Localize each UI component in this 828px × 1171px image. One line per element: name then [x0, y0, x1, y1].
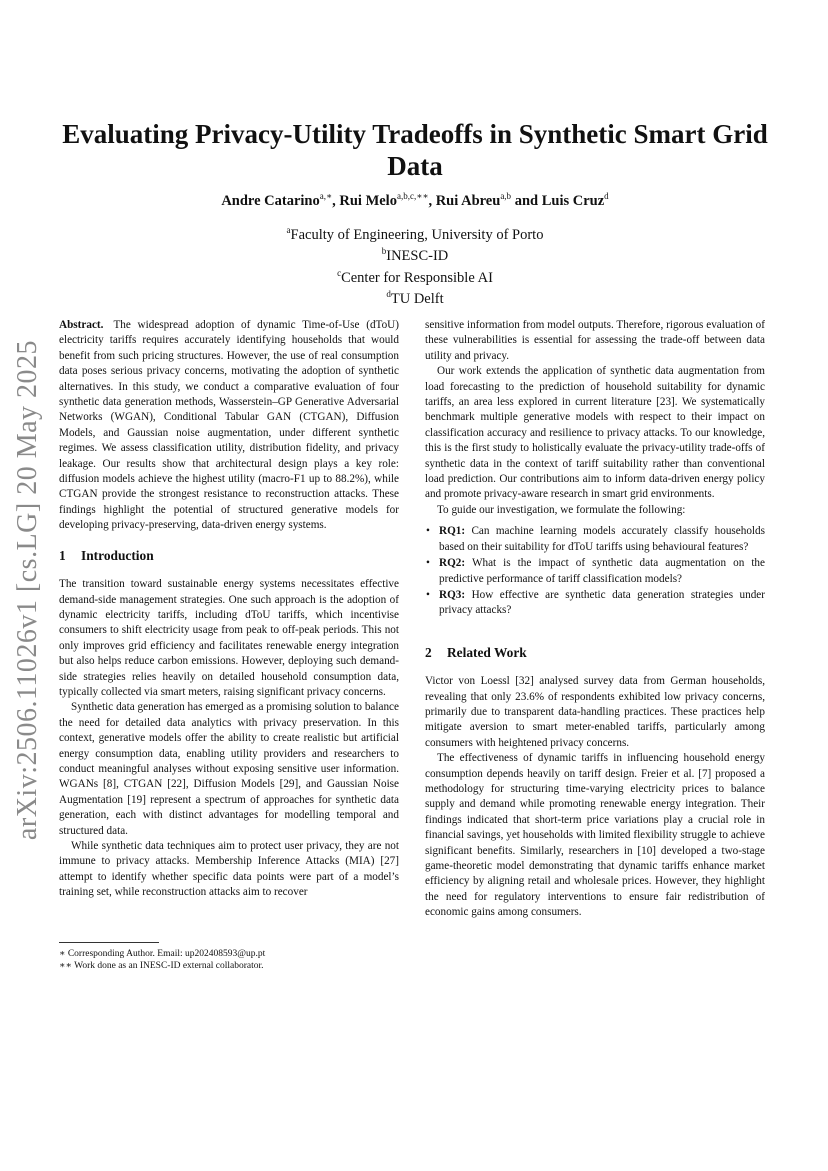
author-affil-marker: a,∗ — [319, 191, 333, 201]
list-item — [425, 524, 765, 555]
paragraph: sensitive information from model outputs. Therefore, rigorous evaluation of these vulnerabilities is essential for assessing the trade-off between data utility and privacy. — [425, 319, 765, 362]
left-column — [59, 318, 399, 901]
section-title: Related Work — [447, 644, 527, 660]
abstract-text: The widespread adoption of dynamic Time-of-Use (dToU) electricity tariffs requires accurately identifying households that would benefit from such pricing structures. However, the use of real consumption data poses serious privacy concerns, motivating the adoption of synthetic alternatives. In this study, we conduct a comparative evaluation of four synthetic data generation methods, Wasserstein–GP Generative Adversarial Networks (WGAN), Conditional Tabular GAN (CTGAN), Diffusion Models, and Gaussian noise augmentation, under different synthetic regimes. We assess classification utility, distribution fidelity, and privacy leakage. Our results show that architectural design plays a key role: diffusion models achieve the highest utility (macro-F1 up to 88.2%), while CTGAN provide the strongest resistance to reconstruction attacks. These findings highlight the potential of structured generative models for developing privacy-preserving, data-driven energy systems. — [59, 319, 399, 532]
paragraph: The effectiveness of dynamic tariffs in influencing household energy consumption depends heavily on tariff design. Freier et al. [7] proposed a methodology for structuring time-varying electricity prices to balance supply and demand while promoting renewable energy integration. Their findings indicated that short-term price variations play a crucial role in financial savings, yet households with limited flexibility struggle to achieve significant benefits. Similarly, researchers in [10] developed a two-stage game-theoretic model demonstrating that dynamic tariffs enhance market efficiency by aligning retail and wholesale prices. However, they highlight the need for regulatory interventions to ensure fair redistribution of economic gains among consumers. — [425, 752, 765, 919]
affiliation — [60, 243, 770, 264]
affiliation-marker: b — [381, 246, 387, 257]
author-name: Luis Cruz — [541, 192, 605, 209]
paragraph: Synthetic data generation has emerged as a promising solution to balance the need for detailed data analytics with privacy preservation. In this context, generative models offer the ability to create realistic but artificial energy consumption data, enabling utility providers and researchers to conduct meaningful analyses without exposing sensitive user information. WGANs [8], CTGAN [22], Diffusion Models [29], and Gaussian Noise Augmentation [19] represent a spectrum of approaches for synthetic data generation, each with distinct advantages for modelling temporal and structured data. — [59, 701, 399, 837]
section-number: 2 — [425, 644, 432, 660]
right-column — [425, 318, 765, 921]
affiliation-text: TU Delft — [390, 290, 444, 307]
footnote: ∗ Corresponding Author. Email: up202408593@up.pt — [59, 949, 266, 959]
research-questions-list — [425, 524, 765, 618]
bullet-icon: • — [426, 525, 430, 538]
author-name: Rui Melo — [339, 192, 397, 209]
rq-label: RQ1: — [439, 525, 466, 538]
bullet-icon: • — [426, 557, 430, 570]
rq-text: What is the impact of synthetic data augmentation on the predictive performance of tariff classification models? — [439, 557, 765, 585]
author-list — [60, 191, 770, 210]
footnote-rule — [59, 942, 159, 943]
section-heading-related-work — [425, 645, 765, 660]
author-name: Andre Catarino — [221, 192, 320, 209]
affiliation-marker: a — [286, 225, 291, 235]
footnote: ∗∗ Work done as an INESC-ID external collaborator. — [59, 961, 264, 971]
rq-label: RQ3: — [439, 588, 466, 601]
author-name: Rui Abreu — [435, 192, 501, 209]
footnotes — [59, 942, 399, 972]
affiliation — [60, 222, 770, 243]
rq-text: Can machine learning models accurately classify households based on their suitability for dToU tariffs using behavioural features? — [439, 525, 765, 553]
affiliation-marker: d — [386, 288, 391, 299]
affiliation — [60, 265, 770, 286]
paragraph: Victor von Loessl [32] analysed survey data from German households, revealing that only 23.6% of respondents exhibited low privacy concerns, primarily due to transparent data-handling practices. These practices help mitigate aversion to smart meter-enabled tariffs, particularly among consumers with heightened privacy concerns. — [425, 675, 765, 749]
paper-title: Evaluating Privacy-Utility Tradeoffs in Synthetic Smart Grid Data — [62, 119, 768, 181]
abstract-label: Abstract. — [59, 319, 104, 331]
author-affil-marker: d — [604, 191, 609, 201]
paragraph: While synthetic data techniques aim to protect user privacy, they are not immune to privacy attacks. Membership Inference Attacks (MIA) [27] attempt to identify whether specific data points were part of a model’s training set, while reconstruction attacks aim to recover — [59, 840, 399, 899]
arxiv-identifier — [10, 340, 46, 840]
paragraph: Our work extends the application of synthetic data augmentation from load forecasting to the prediction of household suitability for dynamic tariffs, an area less explored in current literature [23]. We systematically benchmark multiple generative models with respect to their impact on classification accuracy and resilience to privacy attacks. To our knowledge, this is the first study to holistically evaluate the privacy-utility trade-offs of synthetic data in the context of tariff suitability rather than conventional load prediction. Our contributions aim to inform data-driven energy policy and promote privacy-aware research in smart grid environments. — [425, 365, 765, 501]
paragraph: The transition toward sustainable energy systems necessitates effective demand-side management strategies. One such approach is the adoption of dynamic electricity tariffs, including dToU tariffs, which incentivise consumers to shift electricity usage from peak to off-peak periods. This not only improves grid efficiency and facilitates renewable energy integration but also helps reduce carbon emissions. However, deploying such demand-side strategies relies heavily on detailed household consumption data, typically collected via smart meters, raising significant privacy concerns. — [59, 578, 399, 698]
affiliation-list — [60, 222, 770, 307]
affiliation-text: Center for Responsible AI — [341, 269, 493, 286]
affiliation — [60, 286, 770, 307]
section-number: 1 — [59, 547, 66, 563]
rq-label: RQ2: — [439, 557, 466, 570]
author-separator: and — [511, 192, 542, 209]
arxiv-identifier-text: arXiv:2506.11026v1 [cs.LG] 20 May 2025 — [12, 339, 43, 841]
abstract — [59, 318, 399, 534]
section-heading-introduction — [59, 548, 399, 563]
affiliation-text: INESC-ID — [386, 248, 449, 265]
rq-text: How effective are synthetic data generation strategies under privacy attacks? — [439, 588, 765, 617]
affiliation-text: Faculty of Engineering, University of Porto — [290, 226, 544, 243]
bullet-icon: • — [426, 588, 430, 601]
author-separator: , — [332, 192, 340, 209]
list-item — [425, 588, 765, 619]
list-item — [425, 556, 765, 587]
author-affil-marker: a,b,c,∗∗ — [396, 191, 429, 201]
section-title: Introduction — [81, 547, 154, 563]
author-separator: , — [428, 192, 436, 209]
affiliation-marker: c — [337, 267, 342, 278]
author-affil-marker: a,b — [500, 191, 512, 201]
paragraph: To guide our investigation, we formulate the following: — [437, 503, 686, 516]
